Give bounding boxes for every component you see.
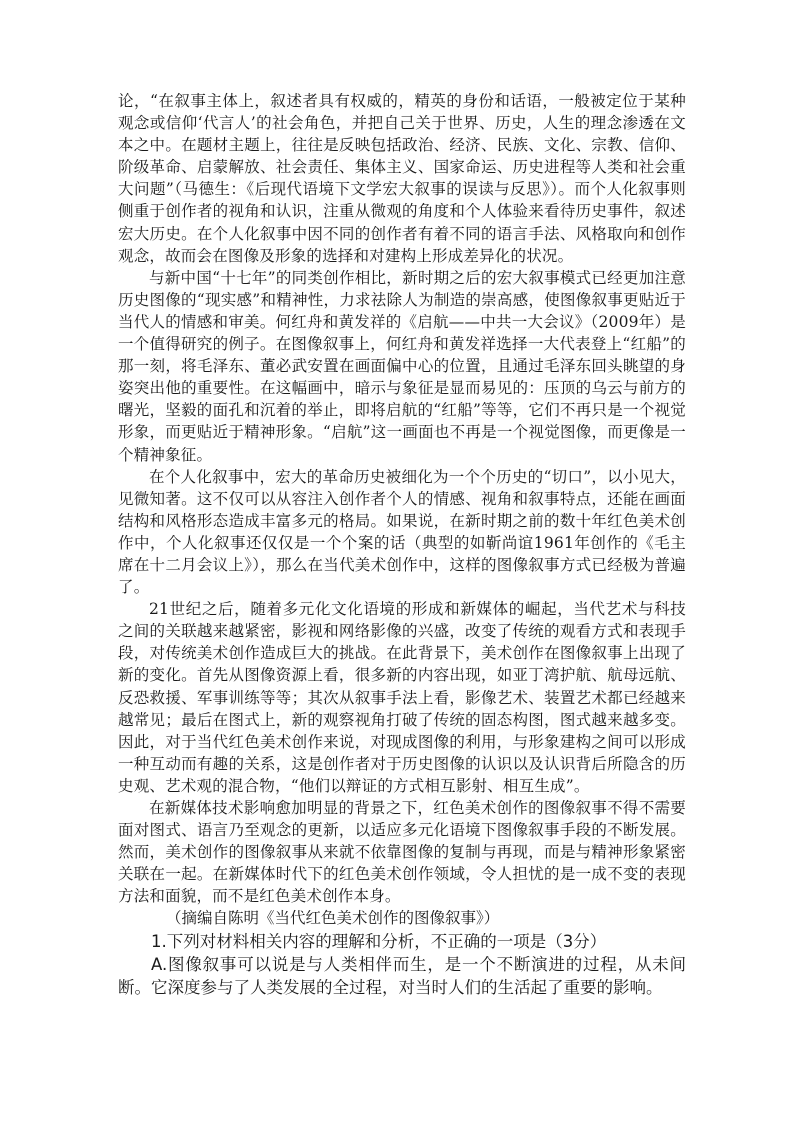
source-citation: （摘编自陈明《当代红色美术创作的图像叙事》） (166, 909, 500, 928)
paragraph-5: 在新媒体技术影响愈加明显的背景之下，红色美术创作的图像叙事不得不需要面对图式、语言乃至观念的更新，以适应多元化语境下图像叙事手段的不断发展。然而，美术创作的图像叙事从来就不依靠图像的复制与再现，而是与精神形象紧密关联在一起。在新媒体时代下的红色美术创作领域，令人担忧的是一成不变的表现方法和面貌，而不是红色美术创作本身。 (118, 799, 686, 906)
paragraph-1: 论，“在叙事主体上，叙述者具有权威的，精英的身份和话语，一般被定位于某种观念或信仰‘代言人’的社会角色，并把自己关于世界、历史，人生的理念渗透在文本之中。在题材主题上，往往是反映包括政治、经济、民族、文化、宗教、信仰、阶级革命、启蒙解放、社会责任、集体主义、国家命运、历史进程等人类和社会重大问题”（马德生：《后现代语境下文学宏大叙事的误读与反思》）。而个人化叙事则侧重于创作者的视角和认识，注重从微观的角度和个人体验来看待历史事件，叙述宏大历史。在个人化叙事中因不同的创作者有着不同的语言手法、风格取向和创作观念，故而会在图像及形象的选择和对建构上形成差异化的状况。 (118, 92, 686, 265)
paragraph-2: 与新中国“十七年”的同类创作相比，新时期之后的宏大叙事模式已经更加注意历史图像的“现实感”和精神性，力求祛除人为制造的崇高感，使图像叙事更贴近于当代人的情感和审美。何红舟和黄发祥的《启航——中共一大会议》（2009年）是一个值得研究的例子。在图像叙事上，何红舟和黄发祥选择一大代表登上“红船”的那一刻，将毛泽东、董必武安置在画面偏中心的位置，且通过毛泽东回头眺望的身姿突出他的重要性。在这幅画中，暗示与象征是显而易见的：压顶的乌云与前方的曙光，坚毅的面孔和沉着的举止，即将启航的“红船”等等，它们不再只是一个视觉形象，而更贴近于精神形象。“启航”这一画面也不再是一个视觉图像，而更像是一个精神象征。 (118, 268, 686, 464)
paragraph-4: 21世纪之后，随着多元化文化语境的形成和新媒体的崛起，当代艺术与科技之间的关联越来越紧密，影视和网络影像的兴盛，改变了传统的观看方式和表现手段，对传统美术创作造成巨大的挑战。在此背景下，美术创作在图像叙事上出现了新的变化。首先从图像资源上看，很多新的内容出现，如亚丁湾护航、航母远航、反恐救援、军事训练等等；其次从叙事手法上看，影像艺术、装置艺术都已经越来越常见；最后在图式上，新的观察视角打破了传统的固态构图，图式越来越多变。因此，对于当代红色美术创作来说，对现成图像的利用，与形象建构之间可以形成一种互动而有趣的关系，这是创作者对于历史图像的认识以及认识背后所隐含的历史观、艺术观的混合物，“他们以辩证的方式相互影射、相互生成”。 (118, 600, 686, 795)
question-title: 1.下列对材料相关内容的理解和分析，不正确的一项是（3分） (151, 931, 607, 951)
question-option-a: A.图像叙事可以说是与人类相伴而生，是一个不断演进的过程，从未间断。它深度参与了人类发展的全过程，对当时人们的生活起了重要的影响。 (118, 954, 686, 997)
paragraph-3: 在个人化叙事中，宏大的革命历史被细化为一个个历史的“切口”，以小见大，见微知著。这不仅可以从容注入创作者个人的情感、视角和叙事特点，还能在画面结构和风格形态造成丰富多元的格局。如果说，在新时期之前的数十年红色美术创作中，个人化叙事还仅仅是一个个案的话（典型的如靳尚谊1961年创作的《毛主席在十二月会议上》），那么在当代美术创作中，这样的图像叙事方式已经极为普遍了。 (118, 467, 686, 597)
